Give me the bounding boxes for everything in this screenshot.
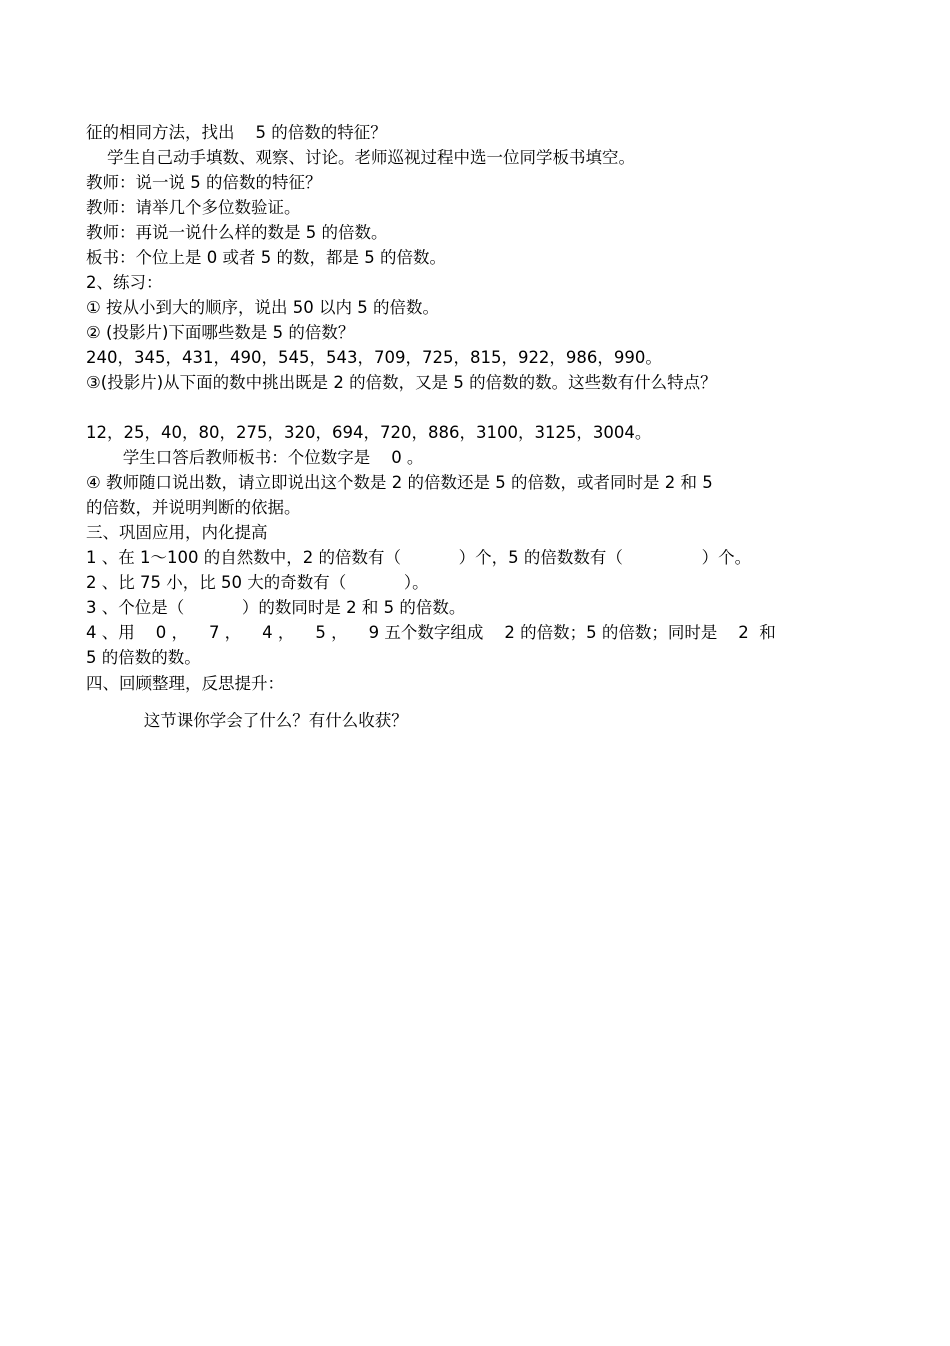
- text-line: 征的相同方法，找出 5 的倍数的特征？: [86, 123, 387, 142]
- number-list: 12，25，40，80，275，320，694，720，886，3100，3125，3004。: [86, 423, 652, 442]
- text-line: 板书：个位上是 0 或者 5 的数，都是 5 的倍数。: [86, 248, 446, 267]
- text-line: ③(投影片)从下面的数中挑出既是 2 的倍数，又是 5 的倍数的数。这些数有什么特点？: [86, 373, 717, 392]
- exercise-line: 4 、用 0 ， 7 ， 4 ， 5 ， 9 五个数字组成 2 的倍数；5 的倍数；同时是 2 和: [86, 623, 776, 642]
- text-line: 的倍数，并说明判断的依据。: [86, 498, 301, 517]
- text-line: ② (投影片)下面哪些数是 5 的倍数？: [86, 323, 355, 342]
- text-line: 这节课你学会了什么？有什么收获？: [86, 711, 408, 730]
- section-heading: 三、巩固应用，内化提高: [86, 523, 268, 542]
- exercise-line: 2 、比 75 小，比 50 大的奇数有（ ）。: [86, 573, 429, 592]
- section-heading: 四、回顾整理，反思提升：: [86, 674, 284, 693]
- text-line: 教师：再说一说什么样的数是 5 的倍数。: [86, 223, 388, 242]
- text-line: 学生自己动手填数、观察、讨论。老师巡视过程中选一位同学板书填空。: [86, 148, 635, 167]
- text-line: ④ 教师随口说出数，请立即说出这个数是 2 的倍数还是 5 的倍数，或者同时是 2 和 5: [86, 473, 713, 492]
- exercise-line: 1 、在 1～100 的自然数中，2 的倍数有（ ）个，5 的倍数数有（ ）个。: [86, 548, 752, 567]
- number-list: 240，345，431，490，545，543，709，725，815，922，986，990。: [86, 348, 662, 367]
- text-line: 教师：请举几个多位数验证。: [86, 198, 301, 217]
- text-line: 学生口答后教师板书：个位数字是 0 。: [86, 448, 424, 467]
- exercise-line: 5 的倍数的数。: [86, 648, 201, 667]
- exercise-line: 3 、个位是（ ）的数同时是 2 和 5 的倍数。: [86, 598, 466, 617]
- text-line: 教师：说一说 5 的倍数的特征？: [86, 173, 322, 192]
- text-line: ① 按从小到大的顺序，说出 50 以内 5 的倍数。: [86, 298, 440, 317]
- section-heading: 2、练习：: [86, 273, 163, 292]
